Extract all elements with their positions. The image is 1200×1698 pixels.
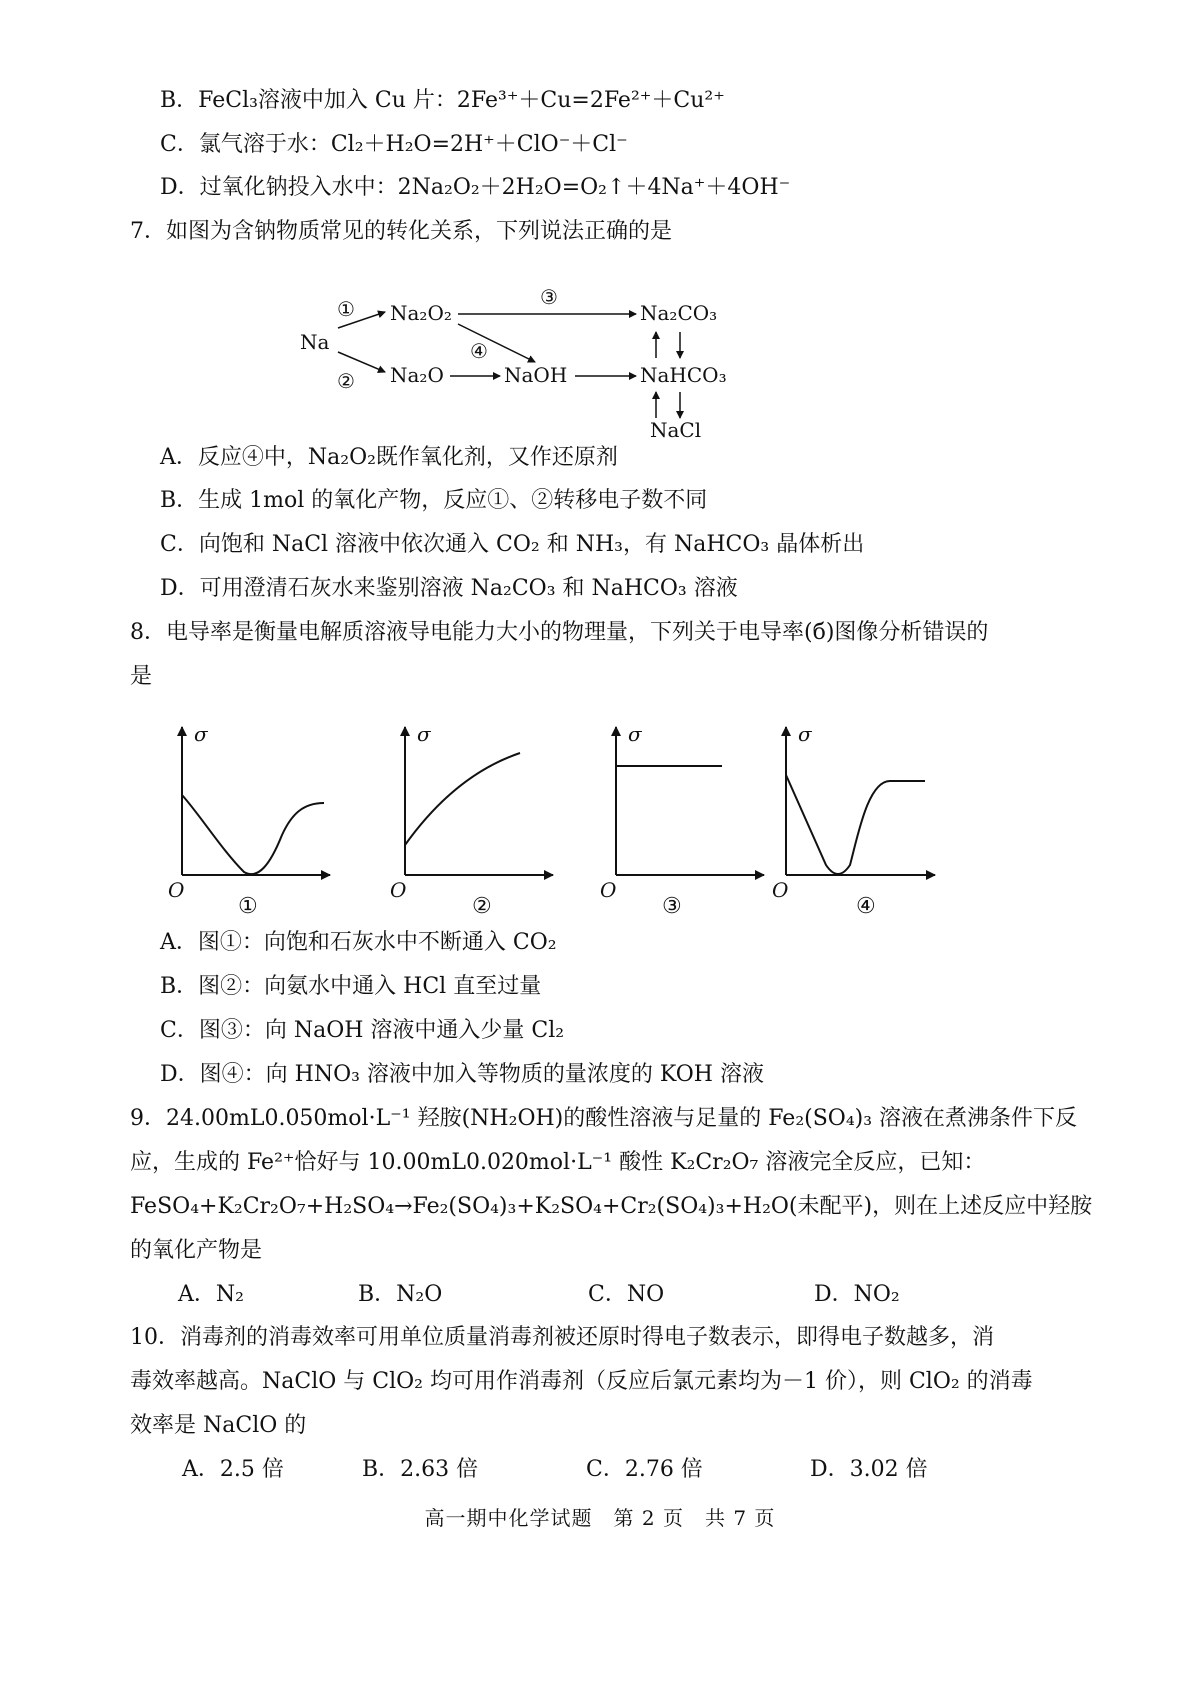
graph4-sigma: σ	[798, 722, 812, 746]
q9-line2: 应，生成的 Fe²⁺恰好与 10.00mL0.020mol·L⁻¹ 酸性 K₂Cr₂O₇ 溶液完全反应，已知：	[130, 1150, 986, 1175]
node-na2co3: Na₂CO₃	[640, 301, 718, 325]
graph1-curve	[182, 795, 324, 874]
label-3: ③	[540, 285, 558, 309]
q8-option-a: A．图①：向饱和石灰水中不断通入 CO₂	[160, 930, 557, 955]
q9-line1: 9．24.00mL0.050mol·L⁻¹ 羟胺(NH₂OH)的酸性溶液与足量的 Fe₂(SO₄)₃ 溶液在煮沸条件下反	[130, 1106, 1078, 1131]
q10-option-d: D．3.02 倍	[810, 1457, 928, 1482]
q8-option-c: C．图③：向 NaOH 溶液中通入少量 Cl₂	[160, 1018, 565, 1043]
graph3-origin: O	[600, 878, 617, 902]
node-nacl: NaCl	[650, 418, 702, 442]
q9-option-d: D．NO₂	[814, 1282, 900, 1307]
graph2-curve	[405, 753, 520, 845]
q7-option-d: D．可用澄清石灰水来鉴别溶液 Na₂CO₃ 和 NaHCO₃ 溶液	[160, 576, 738, 601]
q6-option-c: C．氯气溶于水：Cl₂＋H₂O=2H⁺＋ClO⁻＋Cl⁻	[160, 132, 628, 157]
node-na: Na	[300, 330, 330, 354]
q9-option-a: A．N₂	[178, 1282, 244, 1307]
q8-stem-line1: 8．电导率是衡量电解质溶液导电能力大小的物理量，下列关于电导率(б)图像分析错误的	[130, 620, 989, 645]
q7-option-b: B．生成 1mol 的氧化产物，反应①、②转移电子数不同	[160, 488, 708, 513]
q8-option-d: D．图④：向 HNO₃ 溶液中加入等物质的量浓度的 KOH 溶液	[160, 1062, 764, 1087]
q9-option-c: C．NO	[588, 1282, 665, 1307]
q10-line1: 10．消毒剂的消毒效率可用单位质量消毒剂被还原时得电子数表示，即得电子数越多，消	[130, 1325, 994, 1350]
page-footer: 高一期中化学试题 第 2 页 共 7 页	[424, 1506, 776, 1530]
q10-option-c: C．2.76 倍	[586, 1457, 703, 1482]
q7-option-a: A．反应④中，Na₂O₂既作氧化剂，又作还原剂	[160, 445, 618, 470]
q6-option-d: D．过氧化钠投入水中：2Na₂O₂＋2H₂O=O₂↑＋4Na⁺＋4OH⁻	[160, 175, 791, 200]
q10-option-b: B．2.63 倍	[362, 1457, 479, 1482]
q8-stem-line2: 是	[130, 664, 153, 689]
graph4-origin: O	[772, 878, 789, 902]
label-2: ②	[337, 369, 355, 393]
label-1: ①	[337, 297, 355, 321]
q7-option-c: C．向饱和 NaCl 溶液中依次通入 CO₂ 和 NH₃，有 NaHCO₃ 晶体析出	[160, 532, 865, 557]
q6-option-b: B．FeCl₃溶液中加入 Cu 片：2Fe³⁺＋Cu=2Fe²⁺＋Cu²⁺	[160, 88, 725, 113]
graph2-sigma: σ	[417, 722, 431, 746]
graph2-caption: ②	[472, 894, 492, 919]
q8-option-b: B．图②：向氨水中通入 HCl 直至过量	[160, 974, 542, 999]
node-nahco3: NaHCO₃	[640, 363, 727, 387]
node-na2o2: Na₂O₂	[390, 301, 452, 325]
graph4-caption: ④	[856, 894, 876, 919]
graph1-caption: ①	[238, 894, 258, 919]
graph3-sigma: σ	[628, 722, 642, 746]
q9-line4: 的氧化产物是	[130, 1238, 263, 1263]
q10-line3: 效率是 NaClO 的	[130, 1413, 307, 1438]
node-na2o: Na₂O	[390, 363, 444, 387]
q7-stem: 7．如图为含钠物质常见的转化关系，下列说法正确的是	[130, 219, 672, 244]
label-4: ④	[470, 339, 488, 363]
node-naoh: NaOH	[504, 363, 568, 387]
q9-line3: FeSO₄+K₂Cr₂O₇+H₂SO₄→Fe₂(SO₄)₃+K₂SO₄+Cr₂(SO₄)₃+H₂O(未配平)，则在上述反应中羟胺	[130, 1194, 1093, 1219]
graph1-sigma: σ	[194, 722, 208, 746]
graph2-origin: O	[390, 878, 407, 902]
graph4-curve	[786, 775, 925, 874]
q10-line2: 毒效率越高。NaClO 与 ClO₂ 均可用作消毒剂（反应后氯元素均为－1 价），则 ClO₂ 的消毒	[130, 1369, 1033, 1394]
q9-option-b: B．N₂O	[358, 1282, 443, 1307]
graph1-origin: O	[168, 878, 185, 902]
q10-option-a: A．2.5 倍	[182, 1457, 284, 1482]
conductivity-graphs	[0, 715, 1200, 925]
graph3-caption: ③	[662, 894, 682, 919]
